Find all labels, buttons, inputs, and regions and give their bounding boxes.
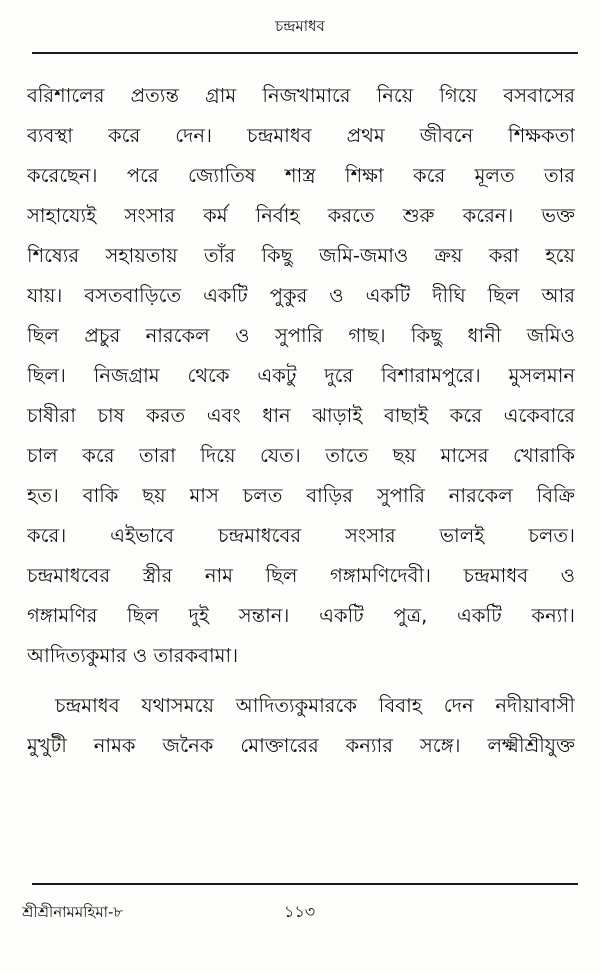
body-text xyxy=(27,76,575,766)
paragraph-2 xyxy=(27,686,575,766)
text-line: করেছেন। পরে জ্যোতিষ শাস্ত্র শিক্ষা করে মূলত তার xyxy=(27,164,575,187)
text-line: ছিল প্রচুর নারকেল ও সুপারি গাছ। কিছু ধানী জমিও xyxy=(27,324,575,347)
page-footer xyxy=(22,900,578,924)
text-line: হত। বাকি ছয় মাস চলত বাড়ির সুপারি নারকেল বিক্রি xyxy=(27,484,575,507)
footer-rule xyxy=(32,883,578,885)
text-line: শিষ্যের সহায়তায় তাঁর কিছু জমি-জমাও ক্রয় করা হয়ে xyxy=(27,244,575,267)
text-line: চাল করে তারা দিয়ে যেত। তাতে ছয় মাসের খোরাকি xyxy=(27,444,575,467)
footer-book-title: শ্রীশ্রীনামমহিমা-৮ xyxy=(22,903,124,921)
text-line: সাহায্যেই সংসার কর্ম নির্বাহ করতে শুরু করেন। ভক্ত xyxy=(27,204,575,227)
text-line: চাষীরা চাষ করত এবং ধান ঝাড়াই বাছাই করে একেবারে xyxy=(27,404,575,427)
text-line: চন্দ্রমাধবের স্ত্রীর নাম ছিল গঙ্গামণিদেবী। চন্দ্রমাধব ও xyxy=(27,564,575,587)
text-line: গঙ্গামণির ছিল দুই সন্তান। একটি পুত্র, একটি কন্যা। xyxy=(27,604,575,627)
text-line: ব্যবস্থা করে দেন। চন্দ্রমাধব প্রথম জীবনে শিক্ষকতা xyxy=(27,124,575,147)
text-line: ছিল। নিজগ্রাম থেকে একটু দুরে বিশারামপুরে। মুসলমান xyxy=(27,364,575,387)
running-title: চন্দ্রমাধব xyxy=(275,17,325,35)
text-line: আদিত্যকুমার ও তারকবামা। xyxy=(27,644,239,667)
text-line: করে। এইভাবে চন্দ্রমাধবের সংসার ভালই চলত। xyxy=(27,524,575,547)
text-line: বরিশালের প্রত্যন্ত গ্রাম নিজখামারে নিয়ে গিয়ে বসবাসের xyxy=(27,84,575,107)
text-line: মুখুটী নামক জনৈক মোক্তারের কন্যার সঙ্গে। লক্ষ্মীশ্রীযুক্ত xyxy=(27,734,575,757)
text-line: যায়। বসতবাড়িতে একটি পুকুর ও একটি দীঘি ছিল আর xyxy=(27,284,575,307)
paragraph-gap xyxy=(27,676,575,686)
text-line: চন্দ্রমাধব যথাসময়ে আদিত্যকুমারকে বিবাহ দেন নদীয়াবাসী xyxy=(55,694,575,717)
paragraph-1 xyxy=(27,76,575,676)
page-number: ১১৩ xyxy=(284,902,316,921)
header-rule xyxy=(32,52,578,54)
